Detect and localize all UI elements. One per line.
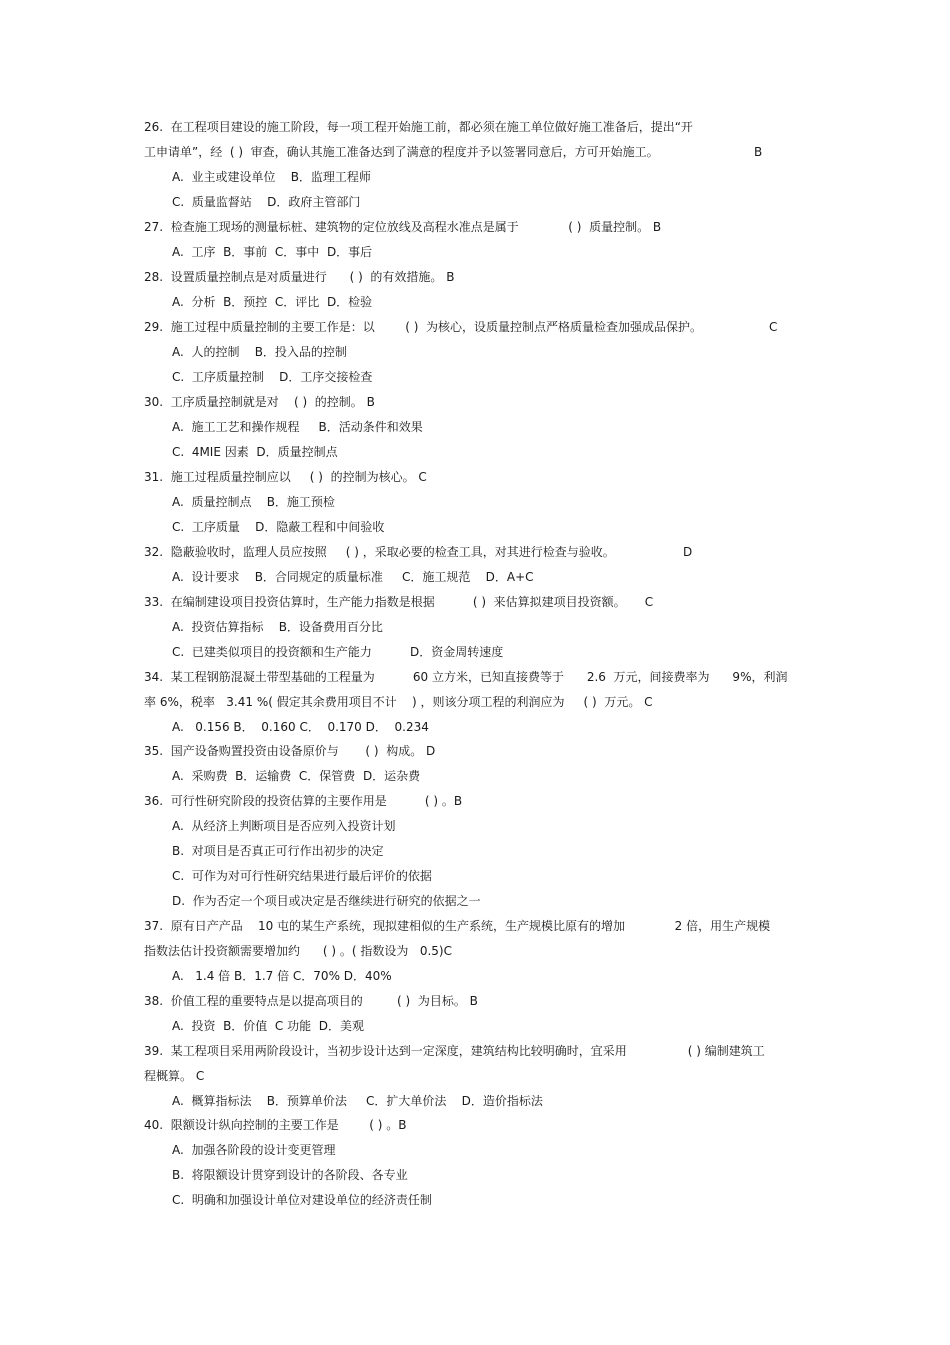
question-26-line-1: 26. 在工程项目建设的施工阶段，每一项工程开始施工前，都必须在施工单位做好施工准备后，提出“开 (144, 120, 693, 134)
question-26-answer: B (754, 145, 763, 159)
question-36-option-b: B. 对项目是否真正可行作出初步的决定 (172, 844, 384, 858)
question-37-options: A. 1.4 倍 B．1.7 倍 C．70% D．40% (172, 969, 392, 983)
question-39-options: A. 概算指标法 B．预算单价法 C．扩大单价法 D．造价指标法 (172, 1094, 543, 1108)
question-40-option-b: B. 将限额设计贯穿到设计的各阶段、各专业 (172, 1168, 408, 1182)
question-30-option-cd: C. 4MIE 因素 D．质量控制点 (172, 445, 338, 459)
question-40-option-a: A. 加强各阶段的设计变更管理 (172, 1143, 336, 1157)
question-40-line-1: 40. 限额设计纵向控制的主要工作是 ( ) 。B (144, 1118, 407, 1132)
question-30-option-ab: A. 施工工艺和操作规程 B．活动条件和效果 (172, 420, 423, 434)
question-34-line-2: 率 6%，税率 3.41 %( 假定其余费用项目不计 ) ，则该分项工程的利润应为 ( ) 万元。 C (144, 695, 653, 709)
question-32-options: A. 设计要求 B．合同规定的质量标准 C．施工规范 D．A+C (172, 570, 534, 584)
question-28-options: A. 分析 B．预控 C．评比 D．检验 (172, 295, 373, 309)
question-36-option-d: D. 作为否定一个项目或决定是否继续进行研究的依据之一 (172, 894, 481, 908)
question-28-line-1: 28. 设置质量控制点是对质量进行 ( ) 的有效措施。 B (144, 270, 455, 284)
question-27-line-1: 27. 检查施工现场的测量标桩、建筑物的定位放线及高程水准点是属于 ( ) 质量控制。 B (144, 220, 662, 234)
question-38-line-1: 38. 价值工程的重要特点是以提高项目的 ( ) 为目标。 B (144, 994, 478, 1008)
question-29-answer: C (769, 320, 778, 334)
question-32-line-1: 32. 隐蔽验收时，监理人员应按照 ( ) ，采取必要的检查工具，对其进行检查与验收。 (144, 545, 615, 559)
question-31-line-1: 31. 施工过程质量控制应以 ( ) 的控制为核心。 C (144, 470, 427, 484)
question-39-line-1: 39. 某工程项目采用两阶段设计，当初步设计达到一定深度，建筑结构比较明确时，宜采用 ( ) 编制建筑工 (144, 1044, 765, 1058)
question-31-option-cd: C. 工序质量 D．隐蔽工程和中间验收 (172, 520, 385, 534)
question-36-option-c: C. 可作为对可行性研究结果进行最后评价的依据 (172, 869, 432, 883)
question-36-option-a: A. 从经济上判断项目是否应列入投资计划 (172, 819, 396, 833)
question-37-line-1: 37. 原有日产产品 10 屯的某生产系统，现拟建相似的生产系统，生产规模比原有的增加 2 倍，用生产规模 (144, 919, 771, 933)
question-34-options: A. 0.156 B． 0.160 C． 0.170 D． 0.234 (172, 720, 429, 734)
question-33-line-1: 33. 在编制建设项目投资估算时，生产能力指数是根据 ( ) 来估算拟建项目投资额。 C (144, 595, 654, 609)
question-31-option-ab: A. 质量控制点 B．施工预检 (172, 495, 335, 509)
question-32-answer: D (683, 545, 693, 559)
question-29-option-cd: C. 工序质量控制 D．工序交接检查 (172, 370, 373, 384)
question-29-option-ab: A. 人的控制 B．投入品的控制 (172, 345, 347, 359)
question-35-line-1: 35. 国产设备购置投资由设备原价与 ( ) 构成。 D (144, 744, 436, 758)
question-38-options: A. 投资 B．价值 C 功能 D．美观 (172, 1019, 364, 1033)
question-35-options: A. 采购费 B．运输费 C．保管费 D．运杂费 (172, 769, 421, 783)
question-34-line-1: 34. 某工程钢筋混凝土带型基础的工程量为 60 立方米，已知直接费等于 2.6 万元，间接费率为 9%，利润 (144, 670, 788, 684)
question-39-line-2: 程概算。 C (144, 1069, 205, 1083)
question-30-line-1: 30. 工序质量控制就是对 ( ) 的控制。 B (144, 395, 375, 409)
question-26-line-2: 工申请单”，经 ( ) 审查，确认其施工准备达到了满意的程度并予以签署同意后，方可开始施工。 (144, 145, 659, 159)
question-33-option-ab: A. 投资估算指标 B．设备费用百分比 (172, 620, 383, 634)
question-40-option-c: C. 明确和加强设计单位对建设单位的经济责任制 (172, 1193, 432, 1207)
question-26-option-cd: C. 质量监督站 D．政府主管部门 (172, 195, 361, 209)
question-26-option-ab: A. 业主或建设单位 B．监理工程师 (172, 170, 371, 184)
question-27-options: A. 工序 B．事前 C．事中 D．事后 (172, 245, 373, 259)
question-36-line-1: 36. 可行性研究阶段的投资估算的主要作用是 ( ) 。B (144, 794, 463, 808)
question-29-line-1: 29. 施工过程中质量控制的主要工作是：以 ( ) 为核心，设质量控制点严格质量检查加强成品保护。 (144, 320, 703, 334)
question-37-line-2: 指数法估计投资额需要增加约 ( ) 。( 指数设为 0.5)C (144, 944, 452, 958)
question-33-option-cd: C. 已建类似项目的投资额和生产能力 D．资金周转速度 (172, 645, 504, 659)
